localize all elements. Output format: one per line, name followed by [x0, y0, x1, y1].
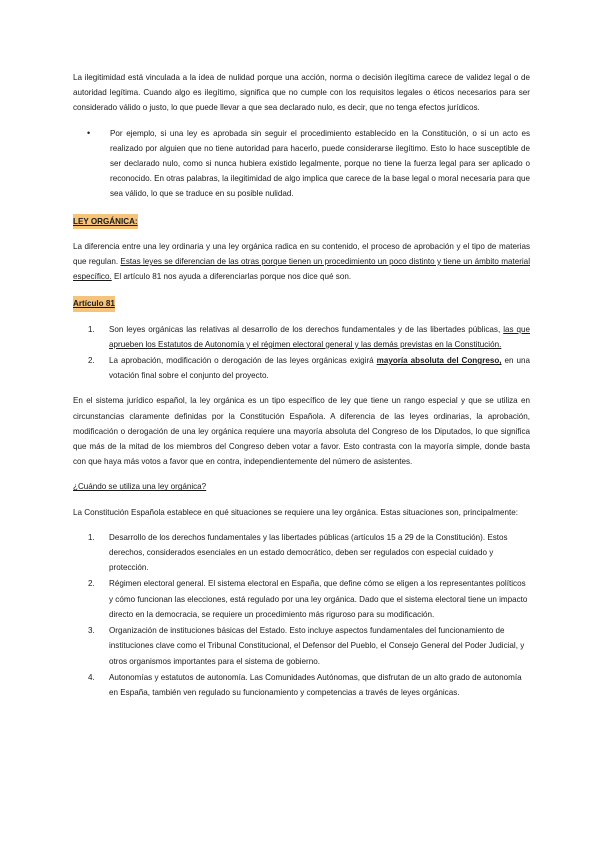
- situacion-item: [73, 576, 530, 622]
- situacion-item: [73, 530, 530, 576]
- diferencia-text: La diferencia entre una ley ordinaria y una ley orgánica radica en su contenido, el proceso de aprobación y el tipo de materias que regulan.: [73, 241, 530, 267]
- articulo-item-underlined: mayoría absoluta del Congreso,: [376, 356, 502, 366]
- situacion-item-text: Régimen electoral general. El sistema electoral en España, que define cómo se eligen a los representantes políticos y cómo funcionan las elecciones, está regulado por una ley orgánica. Dado que el sistema electoral tiene un impacto directo en la democracia, se requiere un procedimiento más riguroso para su modificación.: [109, 579, 528, 619]
- ley-organica-heading: LEY ORGÁNICA:: [73, 214, 138, 229]
- articulo-81-list: [73, 322, 530, 384]
- articulo-item-number: 1.: [88, 324, 95, 334]
- situacion-item-number: 2.: [88, 579, 95, 589]
- articulo-heading-wrap: [73, 294, 530, 311]
- example-bullet-item: • Por ejemplo, si una ley es aprobada sin seguir el procedimiento establecido en la Constitución, o si un acto es realizado por alguien que no tiene autoridad para hacerlo, puede considerarse ilegítimo. Esto lo hace susceptible de ser declarado nulo, como si nunca hubiera existido legalmente, porque no tiene la fuerza legal para ser aplicado o reconocido. En otras palabras, la ilegitimidad de algo implica que carece de la base legal o moral necesaria para que sea válido, lo que se traduce en su posible nulidad.: [73, 126, 530, 202]
- articulo-item-text-end: en una votación final sobre el conjunto del proyecto.: [109, 356, 530, 381]
- sistema-paragraph: En el sistema jurídico español, la ley orgánica es un tipo específico de ley que tiene un rango especial y que se utiliza en circunstancias claramente definidas por la Constitución Española. A diferencia de las leyes ordinarias, la aprobación, modificación o derogación de una ley orgánica requiere una mayoría absoluta del Congreso de los Diputados, lo que significa que más de la mitad de los miembros del Congreso deben votar a favor. Esto contrasta con la mayoría simple, donde basta con que haya más votos a favor que en contra, independientemente del número de asistentes.: [73, 396, 530, 467]
- diferencia-text-end: El artículo 81 nos ayuda a diferenciarlas porque nos dice qué son.: [111, 272, 352, 282]
- situacion-item-number: 4.: [88, 672, 95, 682]
- articulo-item: [73, 322, 530, 352]
- situacion-item-text: Desarrollo de los derechos fundamentales y las libertades públicas (artículos 15 a 29 de la Constitución). Estos derechos, considerados esenciales en un estado democrático, deben ser regulados con especial cuidado y protección.: [109, 532, 508, 573]
- situacion-item-text: Autonomías y estatutos de autonomía. Las Comunidades Autónomas, que disfrutan de un alto grado de autonomía en España, también ven regulado su funcionamiento y competencias a través de leyes orgánicas.: [109, 672, 522, 697]
- intro-paragraph: La ilegitimidad está vinculada a la idea de nulidad porque una acción, norma o decisión ilegítima carece de validez legal o de autoridad legítima. Cuando algo es ilegítimo, significa que no cumple con los requisitos legales o éticos necesarios para ser considerado válido o justo, lo que puede llevar a que sea declarado nulo, es decir, que no tenga efectos jurídicos.: [73, 73, 530, 113]
- constitucion-intro-paragraph: La Constitución Española establece en qué situaciones se requiere una ley orgánica. Estas situaciones son, principalmente:: [73, 507, 518, 517]
- situacion-item-number: 3.: [88, 626, 95, 636]
- articulo-81-heading: Artículo 81: [73, 296, 115, 311]
- cuando-heading: ¿Cuándo se utiliza una ley orgánica?: [73, 482, 207, 492]
- articulo-item-underlined: las que aprueben los Estatutos de Autonomía y el régimen electoral general y las demás previstas en la Constitución.: [109, 324, 530, 349]
- diferencia-underlined: Estas leyes se diferencian de las otras porque tienen un procedimiento un poco distinto y tiene un ámbito material específico.: [73, 257, 530, 282]
- ley-organica-heading-wrap: [73, 212, 530, 229]
- situacion-item-number: 1.: [88, 532, 95, 542]
- situacion-item-text: Organización de instituciones básicas del Estado. Esto incluye aspectos fundamentales del funcionamiento de instituciones clave como el Tribunal Constitucional, el Defensor del Pueblo, el Consejo General del Poder Judicial, y otros organismos importantes para el sistema de gobierno.: [109, 626, 525, 666]
- diferencia-paragraph: [73, 239, 530, 285]
- document-page: [73, 70, 530, 710]
- articulo-item-text: La aprobación, modificación o derogación de las leyes orgánicas exigirá: [109, 356, 377, 366]
- articulo-item: [73, 353, 530, 383]
- situaciones-list: [73, 530, 530, 700]
- example-bullet-list: [73, 126, 530, 202]
- articulo-item-number: 2.: [88, 356, 95, 366]
- situacion-item: [73, 623, 530, 669]
- situacion-item: [73, 670, 530, 700]
- articulo-item-text: Son leyes orgánicas las relativas al desarrollo de los derechos fundamentales y de las libertades públicas,: [109, 324, 504, 334]
